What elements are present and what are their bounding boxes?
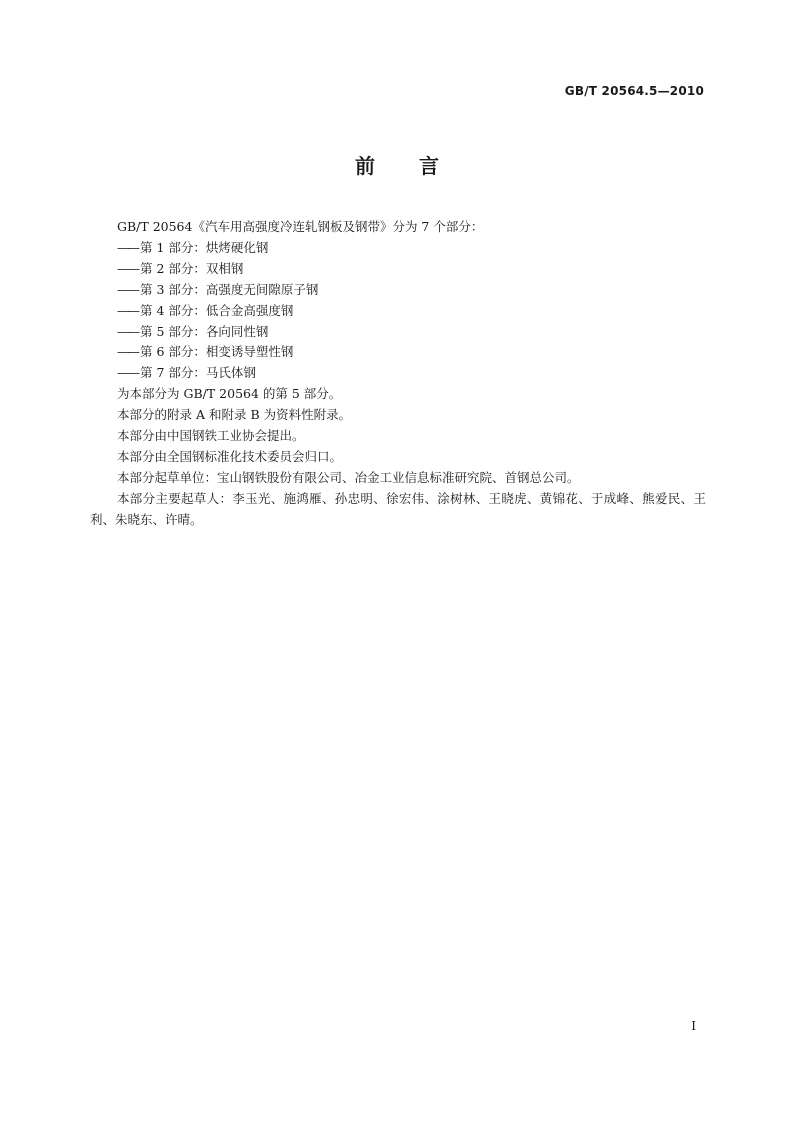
- part-item-5: [90, 322, 706, 343]
- part-item-3: [90, 280, 706, 301]
- em-dash: ——: [117, 302, 138, 318]
- part-item-2: [90, 259, 706, 280]
- standard-number: GB/T 20564.5—2010: [564, 84, 704, 98]
- em-dash: ——: [117, 323, 138, 339]
- proposer-paragraph: 本部分由中国钢铁工业协会提出。: [117, 428, 305, 444]
- em-dash: ——: [117, 260, 138, 276]
- page-title: 前言: [355, 154, 483, 178]
- em-dash: ——: [117, 365, 138, 381]
- part-label: 第 2 部分：双相钢: [140, 260, 244, 276]
- part-item-4: [90, 301, 706, 322]
- part-statement-paragraph: 为本部分为 GB/T 20564 的第 5 部分。: [117, 386, 342, 402]
- drafting-units-paragraph: 本部分起草单位：宝山钢铁股份有限公司、冶金工业信息标准研究院、首钢总公司。: [117, 469, 580, 485]
- part-item-1: [90, 238, 706, 259]
- em-dash: ——: [117, 281, 138, 297]
- part-label: 第 1 部分：烘烤硬化钢: [140, 239, 269, 255]
- part-label: 第 5 部分：各向同性钢: [140, 323, 269, 339]
- part-label: 第 3 部分：高强度无间隙原子钢: [140, 281, 319, 297]
- intro-paragraph: GB/T 20564《汽车用高强度冷连轧钢板及钢带》分为 7 个部分：: [117, 219, 484, 234]
- page-number: I: [691, 1019, 696, 1033]
- em-dash: ——: [117, 239, 138, 255]
- part-label: 第 4 部分：低合金高强度钢: [140, 302, 294, 318]
- annex-paragraph: 本部分的附录 A 和附录 B 为资料性附录。: [117, 407, 352, 423]
- foreword-body: [90, 217, 706, 531]
- em-dash: ——: [117, 344, 138, 360]
- committee-paragraph: 本部分由全国钢标准化技术委员会归口。: [117, 448, 343, 464]
- part-label: 第 6 部分：相变诱导塑性钢: [140, 344, 294, 360]
- part-label: 第 7 部分：马氏体钢: [140, 365, 256, 381]
- drafters-paragraph: 本部分主要起草人：李玉光、施鸿雁、孙忠明、徐宏伟、涂树林、王晓虎、黄锦花、于成峰、熊爱民、王利、朱晓东、许晴。: [90, 490, 706, 527]
- part-item-7: [90, 363, 706, 384]
- part-item-6: [90, 342, 706, 363]
